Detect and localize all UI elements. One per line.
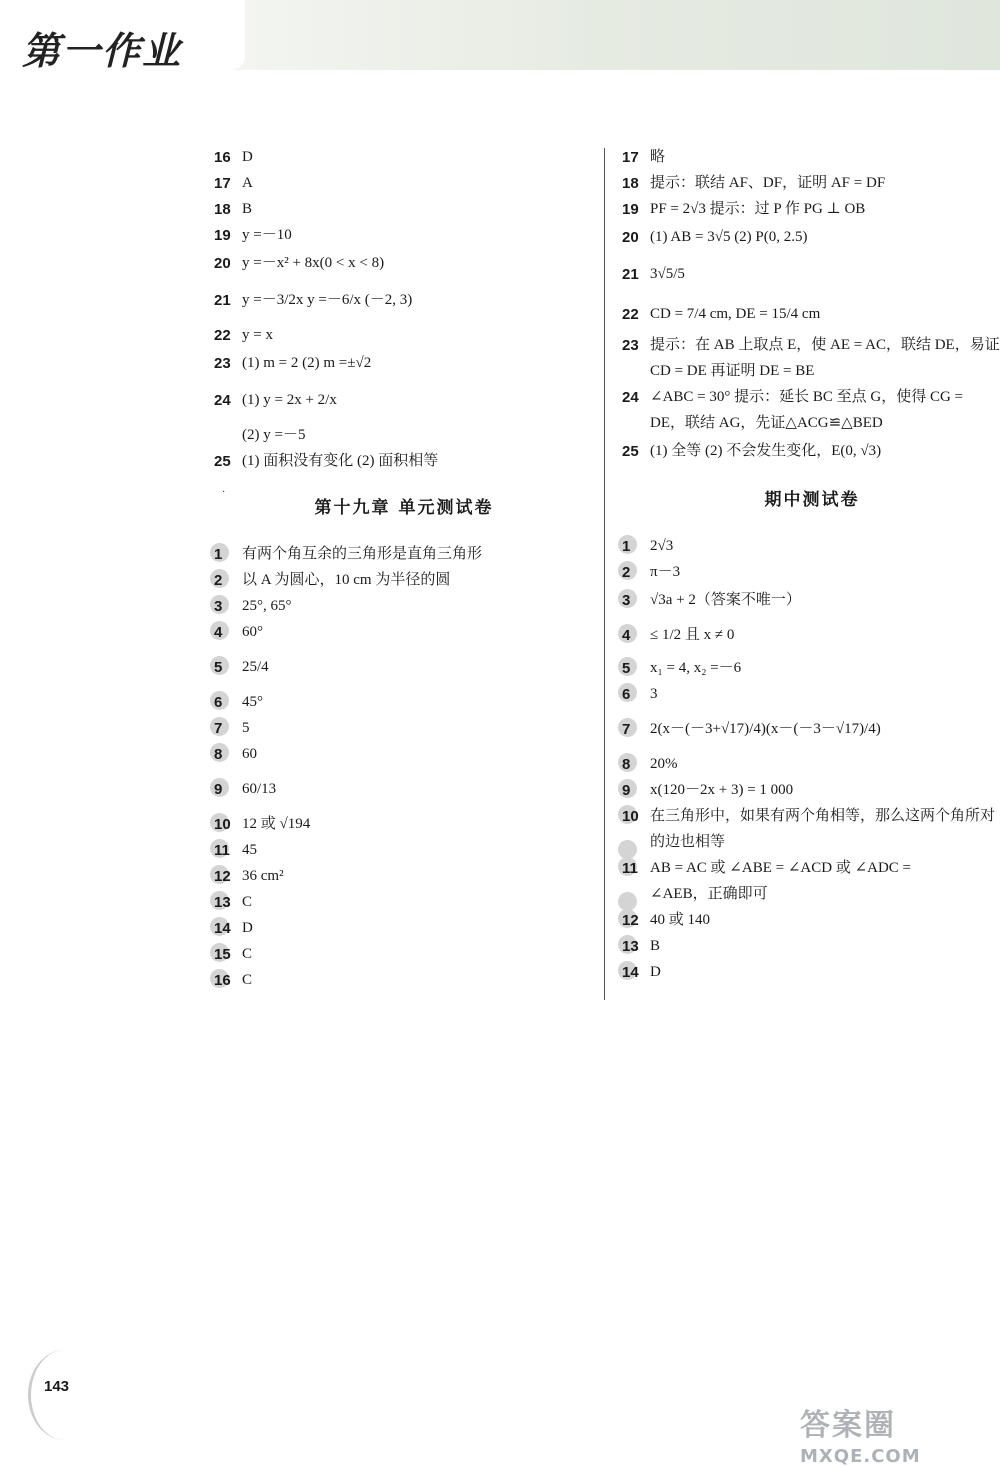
question-number: 4 xyxy=(214,624,242,641)
question-number: 22 xyxy=(214,327,231,345)
answer-text: 40 或 140 xyxy=(650,912,711,929)
question-number: 8 xyxy=(214,746,242,763)
answer-row xyxy=(622,908,1000,934)
question-number: 15 xyxy=(214,946,242,963)
answer-text: 略 xyxy=(650,149,666,166)
answer-text: 60/13 xyxy=(242,781,277,798)
answer-text: 的边也相等 xyxy=(650,834,726,851)
answer-text: D xyxy=(242,149,253,166)
page-number: 143 xyxy=(44,1378,70,1395)
question-number: 16 xyxy=(214,972,242,989)
answer-text: 提示：联结 AF、DF，证明 AF = DF xyxy=(650,175,886,192)
question-number: 13 xyxy=(622,938,650,955)
right-bottom-list xyxy=(622,534,1000,986)
answer-text: x₁ = 4, x₂ =－6 xyxy=(650,660,742,677)
answer-text: 36 cm² xyxy=(242,868,284,885)
question-number: 19 xyxy=(214,227,231,245)
answer-row xyxy=(622,534,1000,560)
answer-text: (1) 全等 (2) 不会发生变化，E(0, √3) xyxy=(650,443,882,460)
answer-text: 3√5/5 xyxy=(650,266,685,283)
question-number: 12 xyxy=(622,912,650,929)
answer-row xyxy=(214,864,594,890)
answer-row xyxy=(214,145,594,171)
answer-text: 有两个角互余的三角形是直角三角形 xyxy=(242,546,483,563)
answer-row xyxy=(622,560,1000,586)
answer-text: ∠ABC = 30° 提示：延长 BC 至点 G，使得 CG = xyxy=(650,389,964,406)
answer-text: CD = DE 再证明 DE = BE xyxy=(650,363,815,380)
watermark-main: 答案圈 xyxy=(800,1408,896,1443)
answer-text: CD = 7/4 cm, DE = 15/4 cm xyxy=(650,306,821,323)
answer-row xyxy=(214,890,594,916)
answer-row xyxy=(622,223,1000,253)
answer-text: PF = 2√3 提示：过 P 作 PG ⊥ OB xyxy=(650,201,866,218)
answer-text: 2√3 xyxy=(650,538,674,555)
answer-row xyxy=(622,437,1000,467)
answer-text: B xyxy=(650,938,661,955)
answer-row xyxy=(622,297,1000,333)
answer-row xyxy=(622,385,1000,411)
answer-text: 20% xyxy=(650,756,678,773)
answer-row xyxy=(214,197,594,223)
answer-text: 3 xyxy=(650,686,658,703)
answer-row xyxy=(214,646,594,690)
answer-row xyxy=(622,752,1000,778)
question-number: 8 xyxy=(622,756,650,773)
answer-row xyxy=(622,197,1000,223)
answer-row xyxy=(622,359,1000,385)
page-number-arc xyxy=(28,1350,101,1440)
answer-row xyxy=(622,708,1000,752)
answer-row xyxy=(622,960,1000,986)
answer-text: ≤ 1/2 且 x ≠ 0 xyxy=(650,627,735,644)
question-number: 3 xyxy=(214,598,242,615)
question-number: 5 xyxy=(214,659,242,676)
answer-text: y = x xyxy=(242,327,273,344)
answer-text: 12 或 √194 xyxy=(242,816,311,833)
brand-title: 第一作业 xyxy=(22,28,183,73)
left-bottom-list xyxy=(214,542,594,994)
question-number: 19 xyxy=(622,201,639,219)
answer-text: 60 xyxy=(242,746,257,763)
answer-row xyxy=(622,934,1000,960)
answer-text: 5 xyxy=(242,720,250,737)
question-number: 21 xyxy=(622,266,639,284)
section-title-midterm: 期中测试卷 xyxy=(764,490,860,510)
answer-text: ∠AEB，正确即可 xyxy=(650,886,768,903)
question-number: 2 xyxy=(622,564,650,581)
answer-row xyxy=(214,568,594,594)
answer-row xyxy=(622,616,1000,656)
question-number: 16 xyxy=(214,149,231,167)
answer-row xyxy=(622,856,1000,882)
answer-text: A xyxy=(242,175,253,192)
answer-row xyxy=(214,716,594,742)
question-number: 1 xyxy=(214,546,242,563)
question-number: 5 xyxy=(622,660,650,677)
answer-row xyxy=(214,223,594,249)
question-number: 3 xyxy=(622,592,650,609)
section-title-chapter19: 第十九章 单元测试卷 xyxy=(314,498,494,518)
question-number: 14 xyxy=(214,920,242,937)
question-number: 10 xyxy=(622,808,650,825)
answer-text: C xyxy=(242,946,253,963)
answer-text: DE，联结 AG，先证△ACG≌△BED xyxy=(650,415,883,432)
question-number: 6 xyxy=(622,686,650,703)
question-number: 9 xyxy=(622,782,650,799)
answer-text: (1) m = 2 (2) m =±√2 xyxy=(242,355,372,372)
question-number: 4 xyxy=(622,627,650,644)
answer-text: AB = AC 或 ∠ABE = ∠ACD 或 ∠ADC = xyxy=(650,860,912,877)
answer-row xyxy=(622,171,1000,197)
answer-text: D xyxy=(650,964,661,981)
question-number: 18 xyxy=(622,175,639,193)
answer-row xyxy=(622,145,1000,171)
column-divider xyxy=(604,148,605,1000)
answer-text: 45 xyxy=(242,842,257,859)
answer-text: B xyxy=(242,201,253,218)
answer-row xyxy=(214,812,594,838)
answer-row xyxy=(622,253,1000,297)
answer-row xyxy=(622,882,1000,908)
answer-text: π－3 xyxy=(650,564,681,581)
answer-row xyxy=(214,171,594,197)
answer-row xyxy=(214,690,594,716)
right-top-list xyxy=(622,145,1000,467)
answer-text: 45° xyxy=(242,694,263,711)
question-number: 13 xyxy=(214,894,242,911)
answer-text: 60° xyxy=(242,624,263,641)
answer-text: 2(x－(－3+√17)/4)(x－(－3－√17)/4) xyxy=(650,721,881,738)
question-number: 25 xyxy=(214,453,231,471)
answer-row xyxy=(214,742,594,768)
answer-row xyxy=(622,804,1000,830)
answer-row xyxy=(214,942,594,968)
answer-row xyxy=(622,586,1000,616)
answer-row xyxy=(214,916,594,942)
answer-text: 以 A 为圆心，10 cm 为半径的圆 xyxy=(242,572,451,589)
left-column xyxy=(214,145,594,994)
answer-text: y =－3/2x y =－6/x (－2, 3) xyxy=(242,292,413,309)
answer-row xyxy=(214,838,594,864)
answer-row xyxy=(214,349,594,379)
answer-text: x(120－2x + 3) = 1 000 xyxy=(650,782,794,799)
answer-row xyxy=(622,411,1000,437)
question-number: 22 xyxy=(622,306,639,324)
stray-dot: · xyxy=(222,487,226,498)
answer-row xyxy=(622,333,1000,359)
answer-text: C xyxy=(242,972,253,989)
answer-row xyxy=(214,249,594,279)
question-number: 18 xyxy=(214,201,231,219)
answer-row xyxy=(214,379,594,423)
answer-row xyxy=(622,682,1000,708)
answer-row xyxy=(214,542,594,568)
answer-row xyxy=(622,778,1000,804)
question-number: 20 xyxy=(214,255,231,273)
question-number: 20 xyxy=(622,229,639,247)
answer-row xyxy=(214,323,594,349)
answer-text: C xyxy=(242,894,253,911)
answer-row xyxy=(214,279,594,323)
question-number: 24 xyxy=(214,392,231,410)
question-number: 12 xyxy=(214,868,242,885)
answer-row xyxy=(214,594,594,620)
question-number: 9 xyxy=(214,781,242,798)
question-number: 24 xyxy=(622,389,639,407)
right-column xyxy=(622,145,1000,986)
answer-row xyxy=(214,423,594,449)
answer-text: (1) 面积没有变化 (2) 面积相等 xyxy=(242,453,439,470)
answer-text: (2) y =－5 xyxy=(242,427,306,444)
question-number: 25 xyxy=(622,443,639,461)
answer-text: 提示：在 AB 上取点 E，使 AE = AC，联结 DE，易证 xyxy=(650,337,1000,354)
answer-row xyxy=(622,830,1000,856)
question-number: 17 xyxy=(214,175,231,193)
answer-text: √3a + 2（答案不唯一） xyxy=(650,592,801,609)
answer-row xyxy=(214,620,594,646)
left-top-list xyxy=(214,145,594,475)
answer-text: (1) y = 2x + 2/x xyxy=(242,392,337,409)
question-number: 11 xyxy=(622,860,650,877)
answer-text: (1) AB = 3√5 (2) P(0, 2.5) xyxy=(650,229,808,246)
question-number: 10 xyxy=(214,816,242,833)
question-number: 14 xyxy=(622,964,650,981)
answer-row xyxy=(214,768,594,812)
question-number: 21 xyxy=(214,292,231,310)
question-number: 23 xyxy=(214,355,231,373)
answer-row xyxy=(214,968,594,994)
watermark-url: MXQE.COM xyxy=(800,1446,921,1467)
question-number: 7 xyxy=(214,720,242,737)
question-number: 2 xyxy=(214,572,242,589)
answer-text: y =－x² + 8x(0 < x < 8) xyxy=(242,255,385,272)
watermark xyxy=(800,1400,995,1467)
answer-text: D xyxy=(242,920,253,937)
question-number: 7 xyxy=(622,721,650,738)
answer-text: 25°, 65° xyxy=(242,598,292,615)
question-number: 6 xyxy=(214,694,242,711)
question-number: 17 xyxy=(622,149,639,167)
question-number: 23 xyxy=(622,337,639,355)
answer-text: y =－10 xyxy=(242,227,292,244)
answer-row xyxy=(214,449,594,475)
answer-text: 25/4 xyxy=(242,659,269,676)
answer-row xyxy=(622,656,1000,682)
question-number: 11 xyxy=(214,842,242,859)
answer-text: 在三角形中，如果有两个角相等，那么这两个角所对 xyxy=(650,808,996,825)
question-number: 1 xyxy=(622,538,650,555)
